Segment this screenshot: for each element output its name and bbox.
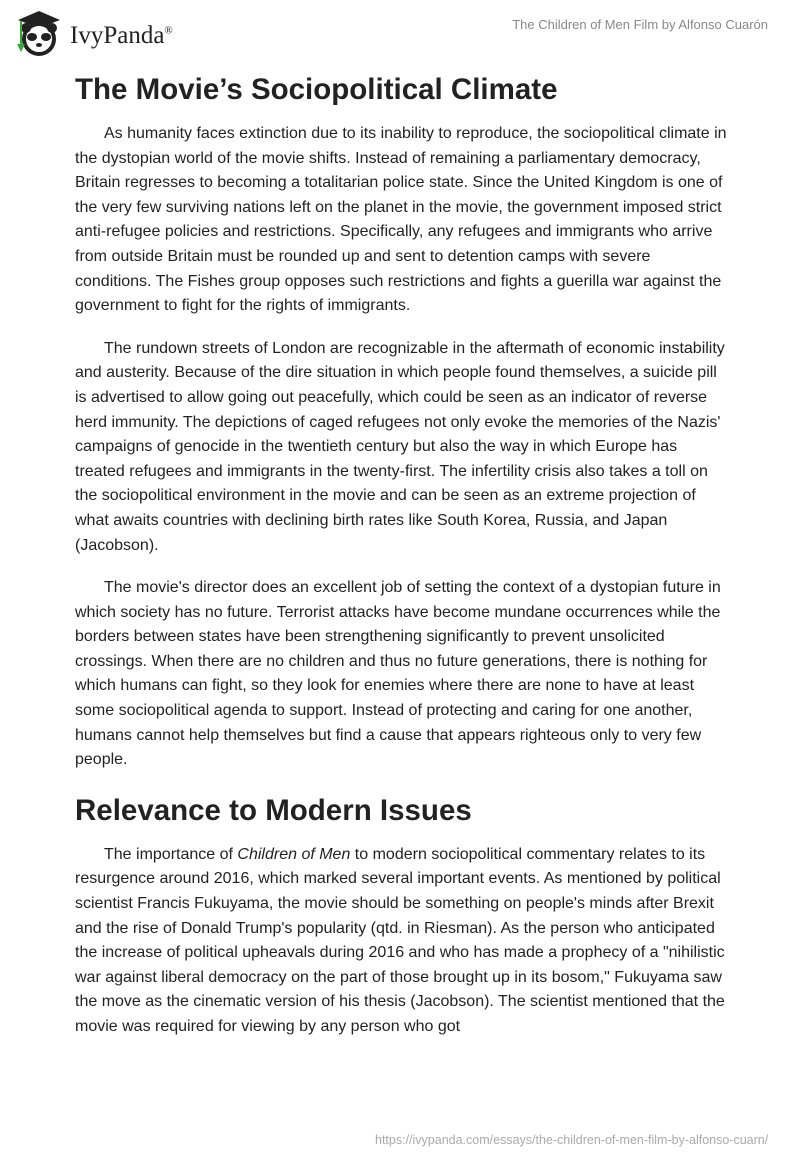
section-heading: The Movie’s Sociopolitical Climate — [75, 73, 558, 106]
section-heading: Relevance to Modern Issues — [75, 793, 472, 827]
paragraph: The rundown streets of London are recognizable in the aftermath of economic instability and austerity. Because of the dire situation in which people found themselves, a suicide pill is advertised to allow going out peacefully, which could be seen as an indicator of reverse herd immunity. The depictions of caged refugees not only evoke the memories of the Nazis' campaigns of genocide in the twentieth century but also the way in which Europe has treated refugees and immigrants in the twenty-first. The infertility crisis also takes a toll on the sociopolitical environment in the movie and can be seen as an extreme projection of what awaits countries with declining birth rates like South Korea, Russia, and Japan (Jacobson). — [75, 339, 725, 554]
paragraph — [75, 843, 731, 1040]
text: to modern sociopolitical commentary relates to its resurgence around 2016, which marked several important events. As mentioned by political scientist Francis Fukuyama, the movie should be something on people's minds after Brexit and the rise of Donald Trump's popularity (qtd. in Riesman). As the person who anticipated the increase of political upheavals during 2016 and who has made a prophecy of a "nihilistic war against liberal democracy on the part of those brought up in its bosom," Fukuyama saw the move as the cinematic version of his thesis (Jacobson). The scientist mentioned that the movie was required for viewing by any person who got — [75, 845, 725, 1035]
ivypanda-logo[interactable] — [14, 8, 173, 58]
brand-name: IvyPanda® — [70, 22, 173, 49]
paragraph: The movie's director does an excellent job of setting the context of a dystopian future in which society has no future. Terrorist attacks have become mundane occurrences while the borders between states have been strengthening significantly to prevent unsolicited crossings. When there are no children and thus no future generations, there is nothing for which humans can fight, so they look for enemies where there are none to have at least some sociopolitical agenda to support. Instead of protecting and caring for one another, humans cannot help themselves but find a cause that appears righteous only to very few people. — [75, 579, 721, 769]
paragraph: As humanity faces extinction due to its inability to reproduce, the sociopolitical climate in the dystopian world of the movie shifts. Instead of remaining a parliamentary democracy, Britain regresses to becoming a totalitarian police state. Since the United Kingdom is one of the very few surviving nations left on the planet in the movie, the government imposed strict anti-refugee policies and restrictions. Specifically, any refugees and immigrants who arrive from outside Britain must be rounded up and sent to detention camps with severe conditions. The Fishes group opposes such restrictions and fights a guerilla war against the government to fight for the rights of immigrants. — [75, 125, 727, 315]
text: The importance of — [104, 845, 238, 863]
panda-graduate-icon — [14, 8, 64, 58]
source-url[interactable]: https://ivypanda.com/essays/the-children-of-men-film-by-alfonso-cuarn/ — [375, 1133, 769, 1147]
essay-content — [75, 70, 731, 1058]
film-title: Children of Men — [237, 845, 351, 863]
document-title: The Children of Men Film by Alfonso Cuarón — [512, 17, 768, 32]
